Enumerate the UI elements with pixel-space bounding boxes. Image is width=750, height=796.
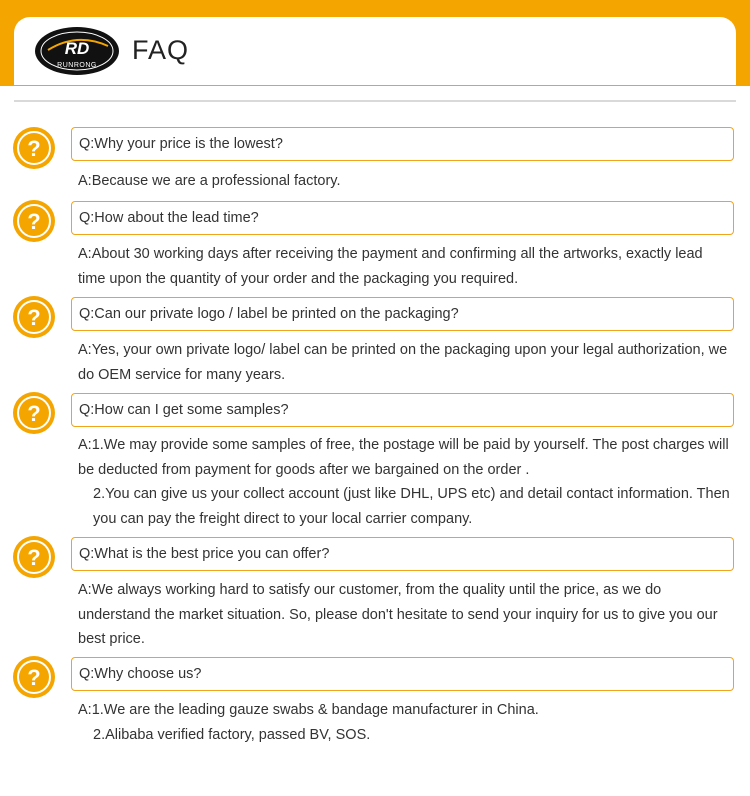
question-box	[71, 657, 734, 691]
svg-text:?: ?	[27, 665, 41, 690]
answer-line: A:About 30 working days after receiving the payment and confirming all the artworks, exactly lead time upon the quantity of your order and the packaging you required.	[78, 246, 703, 287]
svg-text:?: ?	[27, 305, 41, 330]
question-box	[71, 201, 734, 235]
svg-text:?: ?	[27, 209, 41, 234]
divider	[14, 100, 736, 102]
answer-line: A:1.We may provide some samples of free, the postage will be paid by yourself. The post charges will be deducted from payment for goods after we bargained on the order .	[78, 437, 729, 478]
question-text: Q:What is the best price you can offer?	[79, 546, 330, 562]
answer-line: 2.You can give us your collect account (just like DHL, UPS etc) and detail contact information. Then you can pay the freight direct to your local carrier company.	[93, 486, 730, 527]
answer-line: 2.Alibaba verified factory, passed BV, SOS.	[93, 726, 371, 743]
answer-text	[78, 169, 733, 194]
answer-line: A:We always working hard to satisfy our customer, from the quality until the price, as we do understand the market situation. So, please don't hesitate to send your inquiry for us to give you our best price.	[78, 582, 718, 647]
question-text: Q:Why your price is the lowest?	[79, 136, 283, 152]
answer-line: A:1.We are the leading gauze swabs & bandage manufacturer in China.	[78, 702, 539, 718]
page-title: FAQ	[132, 35, 190, 65]
logo-mark: RD	[64, 39, 90, 58]
answer-line: A:Yes, your own private logo/ label can be printed on the packaging upon your legal authorization, we do OEM service for many years.	[78, 342, 728, 383]
answer-text	[78, 242, 733, 291]
header-card	[14, 17, 736, 85]
logo-text: RUNRONG	[57, 62, 97, 69]
question-text: Q:How can I get some samples?	[79, 402, 289, 418]
question-text: Q:How about the lead time?	[79, 210, 259, 226]
question-box	[71, 537, 734, 571]
question-text: Q:Why choose us?	[79, 666, 202, 682]
svg-text:?: ?	[27, 136, 41, 161]
answer-text	[78, 698, 733, 747]
question-icon	[11, 534, 57, 580]
question-icon	[11, 125, 57, 171]
svg-text:?: ?	[27, 545, 41, 570]
question-box	[71, 393, 734, 427]
question-text: Q:Can our private logo / label be printed on the packaging?	[79, 306, 459, 322]
question-icon	[11, 294, 57, 340]
question-icon	[11, 390, 57, 436]
question-box	[71, 127, 734, 161]
question-icon	[11, 654, 57, 700]
answer-text	[78, 338, 733, 387]
svg-text:?: ?	[27, 401, 41, 426]
answer-text	[78, 433, 733, 531]
question-box	[71, 297, 734, 331]
runrong-logo	[34, 26, 120, 76]
answer-text	[78, 578, 733, 652]
question-icon	[11, 198, 57, 244]
answer-line: A:Because we are a professional factory.	[78, 173, 341, 189]
